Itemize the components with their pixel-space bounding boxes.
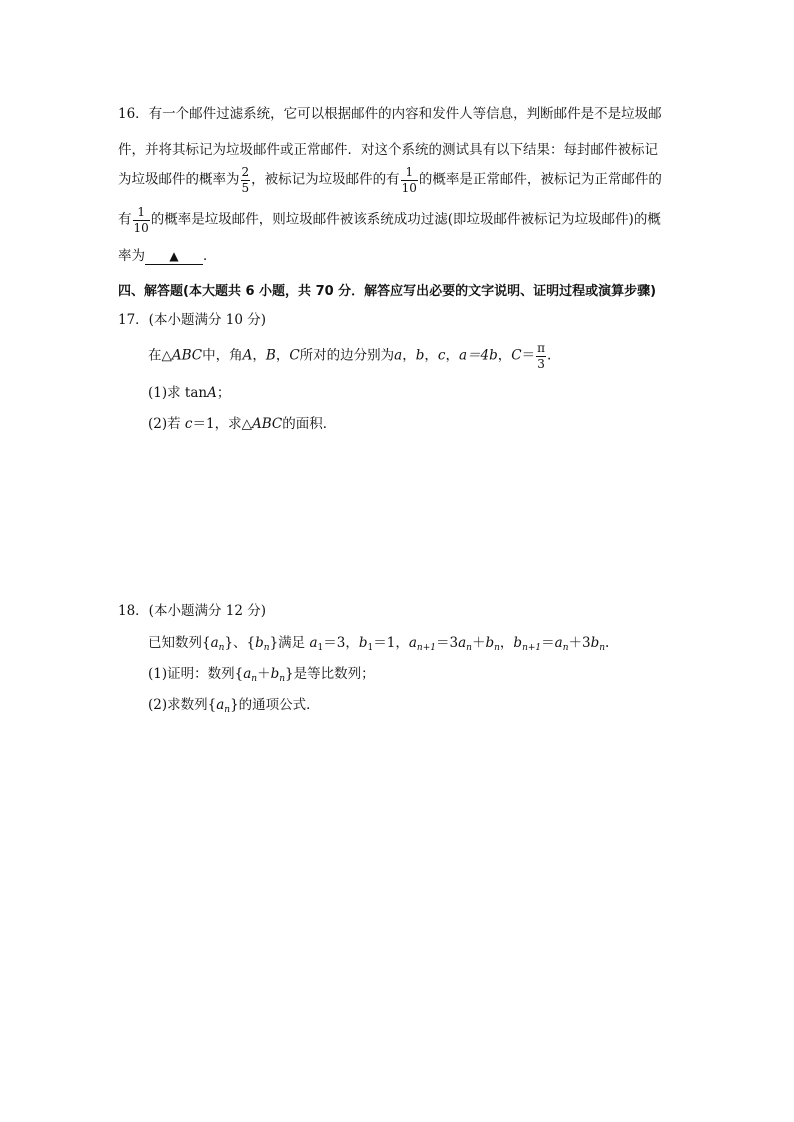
fraction-pi-thirds: $\frac{\pi}{3}$ — [537, 341, 545, 371]
q16-text: ，被标记为垃圾邮件的有 — [251, 171, 400, 188]
q17-part-1: (1)求 tanA； — [148, 385, 231, 401]
q16-text: 为垃圾邮件的概率为 — [118, 171, 240, 188]
fraction-one-tenth: $\frac{1}{10}$ — [133, 205, 149, 235]
q18-statement: 已知数列$\{a_n\}$、$\{b_n\}$满足 $a_1=3$，$b_1=1$，$a_{n+1}=3a_n+b_n$，$b_{n+1}=a_n+3b_n$. — [148, 635, 610, 653]
q16-text: 率为 — [118, 248, 145, 264]
q16-text: ． — [203, 248, 217, 264]
q16-line-3 — [118, 166, 662, 194]
q16-text: 有 — [118, 211, 132, 228]
q16-text: 的概率是垃圾邮件，则垃圾邮件被该系统成功过滤(即垃圾邮件被标记为垃圾邮件)的概 — [150, 211, 661, 228]
section-heading: 四、解答题(本大题共 6 小题，共 70 分．解答应写出必要的文字说明、证明过程或演算步骤) — [118, 284, 657, 299]
fraction-two-fifths: $\frac{2}{5}$ — [241, 165, 250, 195]
q17-header: 17．(本小题满分 10 分) — [118, 312, 266, 328]
triangle-marker-icon: ▲ — [169, 249, 179, 263]
q18-part-2: (2)求数列$\{a_n\}$的通项公式． — [148, 697, 320, 715]
q16-line-5 — [118, 250, 217, 265]
fraction-one-tenth: $\frac{1}{10}$ — [401, 165, 417, 195]
q17-statement: 在△ABC中，角A，B，C所对的边分别为a，b，c，a＝4b，C＝ $\frac{\pi}{3}$ . — [148, 341, 552, 371]
q17-part-2: (2)若 c＝1，求△ABC的面积． — [148, 416, 337, 432]
q16-line-2: 件，并将其标记为垃圾邮件或正常邮件．对这个系统的测试具有以下结果：每封邮件被标记 — [118, 142, 658, 158]
q16-text: 的概率是正常邮件，被标记为正常邮件的 — [418, 171, 662, 188]
answer-blank[interactable] — [145, 250, 203, 265]
q16-line-1: 16．有一个邮件过滤系统，它可以根据邮件的内容和发件人等信息，判断邮件是不是垃圾邮 — [118, 106, 662, 122]
q16-line-4 — [118, 206, 661, 234]
q18-header: 18．(本小题满分 12 分) — [118, 603, 266, 619]
q18-part-1: (1)证明：数列$\{a_n+b_n\}$是等比数列； — [148, 666, 375, 684]
